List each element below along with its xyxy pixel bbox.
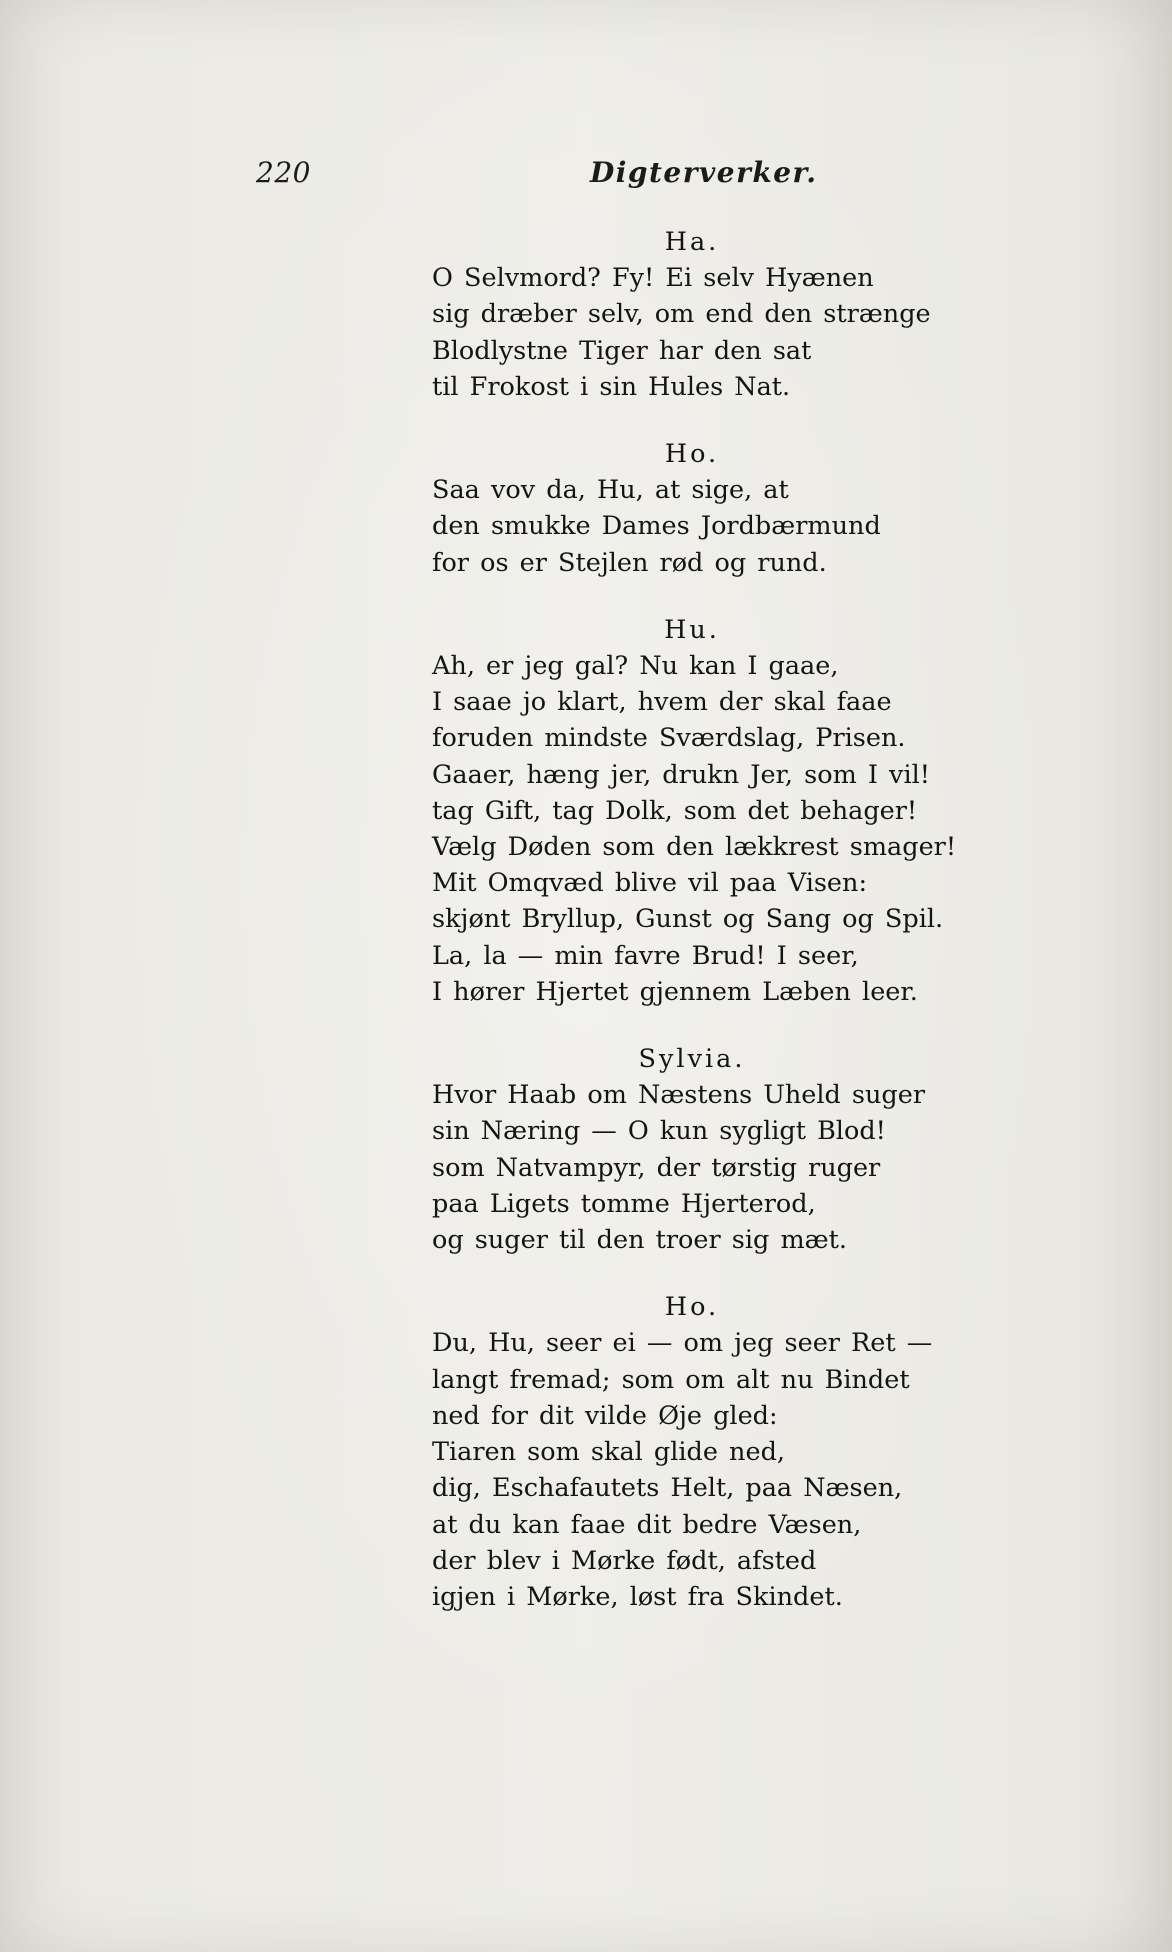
speech-ho (432, 436, 992, 581)
speaker-name: Ha. (664, 227, 720, 257)
verse-line: Blodlystne Tiger har den sat (432, 335, 812, 366)
speaker-name: Ho. (664, 1292, 720, 1323)
verse-line: Gaaer, hæng jer, drukn Jer, som I vil! (432, 759, 931, 790)
verse-line: Saa vov da, Hu, at sige, at (432, 475, 789, 506)
running-title: Digterverker. (590, 156, 818, 189)
verse-line: den smukke Dames Jordbærmund (432, 511, 881, 542)
running-head (0, 156, 1172, 196)
verse-line: tag Gift, tag Dolk, som det behager! (432, 795, 918, 826)
verse-line: Ah, er jeg gal? Nu kan I gaae, (432, 651, 839, 682)
verse-line: Hvor Haab om Næstens Uheld suger (432, 1080, 926, 1111)
verse-line: foruden mindste Sværdslag, Prisen. (432, 723, 906, 754)
speaker-name: Hu. (664, 614, 720, 645)
speech-ho-second (432, 1289, 992, 1615)
verse-line: I saae jo klart, hvem der skal faae (432, 687, 892, 718)
page-number: 220 (256, 156, 311, 189)
verse-line: sig dræber selv, om end den strænge (432, 299, 931, 330)
verse-line: til Frokost i sin Hules Nat. (432, 371, 791, 402)
verse-line: skjønt Bryllup, Gunst og Sang og Spil. (432, 904, 944, 935)
verse-line: som Natvampyr, der tørstig ruger (432, 1152, 881, 1183)
verse-text (432, 224, 992, 1646)
verse-line: dig, Eschafautets Helt, paa Næsen, (432, 1473, 903, 1504)
verse-line: der blev i Mørke født, afsted (432, 1545, 817, 1576)
speaker-name: Sylvia. (638, 1044, 746, 1075)
verse-line: La, la — min favre Brud! I seer, (432, 940, 859, 971)
verse-line: Vælg Døden som den lækkrest smager! (432, 832, 957, 863)
verse-line: paa Ligets tomme Hjerterod, (432, 1188, 816, 1219)
verse-line: Tiaren som skal glide ned, (432, 1437, 786, 1468)
speech-sylvia (432, 1041, 992, 1258)
verse-line: og suger til den troer sig mæt. (432, 1225, 847, 1256)
verse-line: ned for dit vilde Øje gled: (432, 1400, 778, 1431)
verse-line: O Selvmord? Fy! Ei selv Hyænen (432, 263, 874, 294)
speaker-name: Ho. (664, 439, 720, 470)
speech-ha (432, 224, 992, 405)
verse-line: Du, Hu, seer ei — om jeg seer Ret — (432, 1328, 933, 1359)
verse-line: I hører Hjertet gjennem Læben leer. (432, 976, 918, 1007)
verse-line: at du kan faae dit bedre Væsen, (432, 1509, 862, 1540)
speech-hu (432, 612, 992, 1010)
verse-line: sin Næring — O kun sygligt Blod! (432, 1116, 886, 1147)
verse-line: Mit Omqvæd blive vil paa Visen: (432, 868, 868, 899)
verse-line: igjen i Mørke, løst fra Skindet. (432, 1581, 843, 1612)
verse-line: langt fremad; som om alt nu Bindet (432, 1364, 910, 1395)
verse-line: for os er Stejlen rød og rund. (432, 547, 827, 578)
